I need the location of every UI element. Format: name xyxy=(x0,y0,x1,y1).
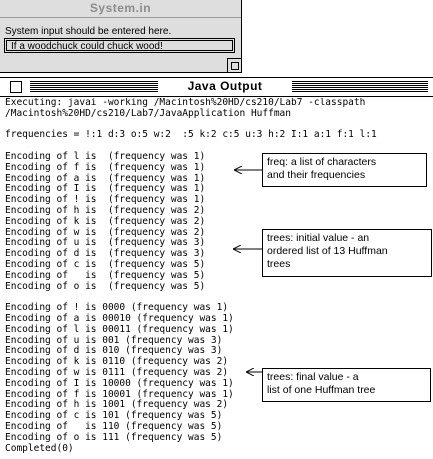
annotation-initial-line2: ordered list of 13 Huffman xyxy=(267,245,388,257)
console-line: Encoding of u is 001 (frequency was 3) xyxy=(5,334,223,346)
console-line: Encoding of h is 1001 (frequency was 2) xyxy=(5,399,229,411)
console-line: /Macintosh%20HD/cs210/Lab7/JavaApplication Huffman xyxy=(5,107,291,119)
console-line: Encoding of a is (frequency was 1) xyxy=(5,172,206,184)
annotation-final-trees xyxy=(262,368,431,402)
console-line: Encoding of I is (frequency was 1) xyxy=(5,183,206,195)
annotation-final-line1: trees: final value - a xyxy=(267,371,359,383)
annotation-freq-line1: freq: a list of characters xyxy=(267,156,377,168)
console-line: Encoding of w is (frequency was 2) xyxy=(5,226,206,238)
console-line: Executing: javai -working /Macintosh%20HD/cs210/Lab7 -classpath xyxy=(5,98,366,108)
console-line: Encoding of o is (frequency was 5) xyxy=(5,280,206,292)
console-line: Encoding of w is 0111 (frequency was 2) xyxy=(5,366,229,378)
console-line: Encoding of I is 10000 (frequency was 1) xyxy=(5,377,234,389)
console-line: Encoding of ! is (frequency was 1) xyxy=(5,194,206,206)
console-line: Encoding of d is 010 (frequency was 3) xyxy=(5,345,223,357)
annotation-freq-line2: and their frequencies xyxy=(267,169,366,181)
console-line: Encoding of k is (frequency was 2) xyxy=(5,215,206,227)
console-line: Completed(0) xyxy=(5,442,74,454)
console-line: Encoding of k is 0110 (frequency was 2) xyxy=(5,356,229,368)
console-line: Encoding of f is (frequency was 1) xyxy=(5,161,206,173)
title-stripes-left xyxy=(30,81,158,92)
grow-box-square xyxy=(231,62,239,70)
annotation-initial-line3: trees xyxy=(267,258,291,270)
java-output-title: Java Output xyxy=(187,79,263,93)
annotation-initial-trees xyxy=(262,229,432,277)
close-box-icon[interactable] xyxy=(10,81,22,93)
annotation-final-line2: list of one Huffman tree xyxy=(267,384,376,396)
console-line: Encoding of is (frequency was 5) xyxy=(5,269,206,281)
console-line: Encoding of f is 10001 (frequency was 1) xyxy=(5,388,234,400)
java-output-title-bar[interactable] xyxy=(0,78,433,97)
console-line: Encoding of o is 111 (frequency was 5) xyxy=(5,431,223,443)
console-line: Encoding of l is (frequency was 1) xyxy=(5,150,206,162)
annotation-initial-line1: trees: initial value - an xyxy=(267,232,370,244)
console-line: Encoding of is 110 (frequency was 5) xyxy=(5,420,223,432)
console-line: Encoding of d is (frequency was 3) xyxy=(5,248,206,260)
system-in-input-value: If a woodchuck could chuck wood! xyxy=(11,41,163,52)
console-line: Encoding of l is 00011 (frequency was 1) xyxy=(5,323,234,335)
console-line: Encoding of a is 00010 (frequency was 1) xyxy=(5,312,234,324)
console-line: Encoding of c is (frequency was 5) xyxy=(5,258,206,270)
system-in-input-inner xyxy=(6,40,233,51)
system-in-input-field[interactable] xyxy=(4,38,235,53)
console-line: Encoding of ! is 0000 (frequency was 1) xyxy=(5,302,229,314)
console-line: Encoding of u is (frequency was 3) xyxy=(5,237,206,249)
annotation-freq xyxy=(262,153,427,187)
grow-box-icon[interactable] xyxy=(227,58,241,72)
system-in-prompt: System input should be entered here. xyxy=(5,26,172,37)
system-in-title-bar[interactable] xyxy=(0,0,241,18)
console-line: Encoding of c is 101 (frequency was 5) xyxy=(5,410,223,422)
console-line: Encoding of h is (frequency was 2) xyxy=(5,204,206,216)
system-in-window xyxy=(0,0,242,73)
console-line: frequencies = !:1 d:3 o:5 w:2 :5 k:2 c:5 u:3 h:2 I:1 a:1 f:1 l:1 xyxy=(5,129,377,141)
system-in-title: System.in xyxy=(89,1,152,15)
title-stripes-right xyxy=(292,81,428,92)
